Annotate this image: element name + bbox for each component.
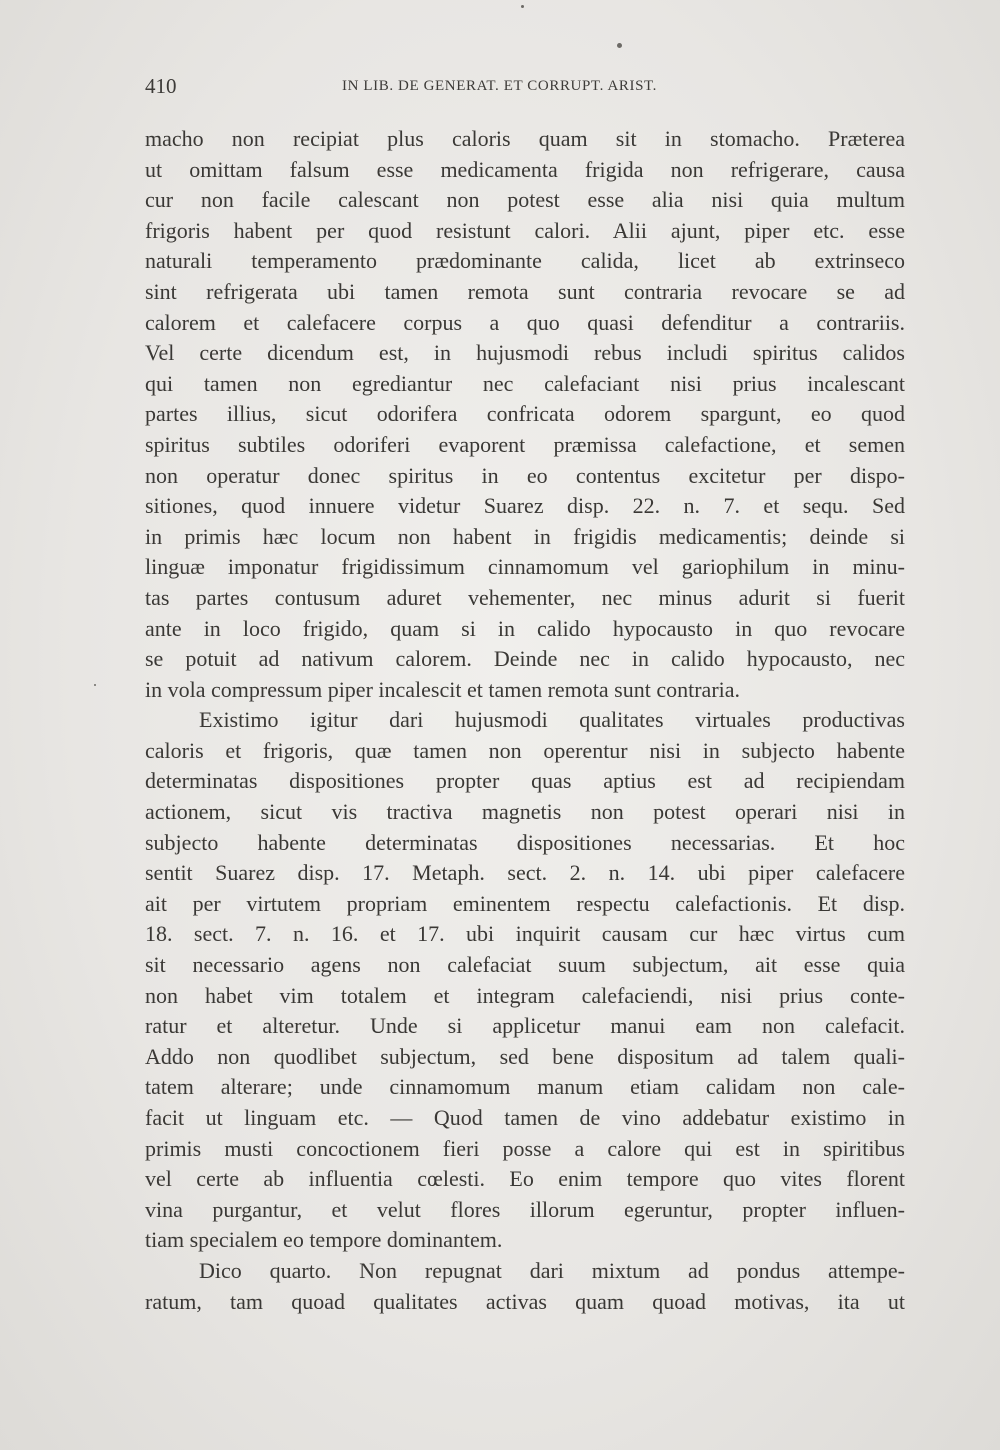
print-speck	[94, 684, 96, 686]
text-line: linguæ imponatur frigidissimum cinnamomum vel gariophilum in minu-	[145, 554, 905, 580]
text-line: actionem, sicut vis tractiva magnetis non potest operari nisi in	[145, 799, 905, 825]
text-line: primis musti concoctionem fieri posse a calore qui est in spiritibus	[145, 1135, 905, 1161]
text-line: cur non facile calescant non potest esse alia nisi quia multum	[145, 187, 905, 213]
text-line: frigoris habent per quod resistunt calori. Alii ajunt, piper etc. esse	[145, 217, 905, 243]
text-line: sit necessario agens non calefaciat suum subjectum, ait esse quia	[145, 952, 905, 978]
text-line: in vola compressum piper incalescit et tamen remota sunt contraria.	[145, 676, 741, 702]
print-speck	[521, 5, 524, 8]
running-title: IN LIB. DE GENERAT. ET CORRUPT. ARIST.	[342, 78, 658, 94]
text-line: non operatur donec spiritus in eo contentus excitetur per dispo-	[145, 462, 905, 488]
text-line: ut omittam falsum esse medicamenta frigida non refrigerare, causa	[145, 156, 905, 182]
text-line: ante in loco frigido, quam si in calido hypocausto in quo revocare	[145, 615, 905, 641]
page-number: 410	[145, 74, 177, 98]
text-line: ratur et alteretur. Unde si applicetur manui eam non calefacit.	[145, 1013, 905, 1039]
text-line: tatem alterare; unde cinnamomum manum etiam calidam non cale-	[145, 1074, 905, 1100]
text-line: spiritus subtiles odoriferi evaporent præmissa calefactione, et semen	[145, 431, 905, 457]
running-header	[145, 74, 905, 104]
text-line: determinatas dispositiones propter quas aptius est ad recipiendam	[145, 768, 905, 794]
text-line: ratum, tam quoad qualitates activas quam quoad motivas, ita ut	[145, 1288, 905, 1314]
text-line: caloris et frigoris, quæ tamen non operentur nisi in subjecto habente	[145, 737, 905, 763]
text-line: sint refrigerata ubi tamen remota sunt contraria revocare se ad	[145, 278, 905, 304]
text-line: partes illius, sicut odorifera confricata odorem spargunt, eo quod	[145, 401, 905, 427]
text-line: calorem et calefacere corpus a quo quasi defenditur a contrariis.	[145, 309, 905, 335]
text-line: sitiones, quod innuere videtur Suarez disp. 22. n. 7. et sequ. Sed	[145, 493, 905, 519]
text-line: non habet vim totalem et integram calefaciendi, nisi prius conte-	[145, 982, 905, 1008]
text-line: macho non recipiat plus caloris quam sit in stomacho. Præterea	[145, 126, 905, 151]
text-line: qui tamen non egrediantur nec calefaciant nisi prius incalescant	[145, 370, 905, 396]
text-line: subjecto habente determinatas dispositiones necessarias. Et hoc	[145, 829, 905, 855]
text-line: sentit Suarez disp. 17. Metaph. sect. 2. n. 14. ubi piper calefacere	[145, 860, 905, 886]
text-line: Vel certe dicendum est, in hujusmodi rebus includi spiritus calidos	[145, 340, 905, 366]
text-line: se potuit ad nativum calorem. Deinde nec in calido hypocausto, nec	[145, 646, 905, 672]
print-speck	[617, 43, 622, 48]
text-line: vina purgantur, et velut flores illorum egeruntur, propter influen-	[145, 1196, 905, 1222]
body-text	[145, 124, 905, 1317]
text-line: naturali temperamento prædominante calida, licet ab extrinseco	[145, 248, 905, 274]
text-line: ait per virtutem propriam eminentem respectu calefactionis. Et disp.	[145, 890, 905, 916]
text-line: tiam specialem eo tempore dominantem.	[145, 1227, 503, 1253]
text-line: facit ut linguam etc. — Quod tamen de vino addebatur existimo in	[145, 1105, 905, 1130]
text-line: 18. sect. 7. n. 16. et 17. ubi inquirit causam cur hæc virtus cum	[145, 921, 905, 947]
paragraph-first-line: Existimo igitur dari hujusmodi qualitates virtuales productivas	[199, 707, 905, 733]
text-line: Addo non quodlibet subjectum, sed bene dispositum ad talem quali-	[145, 1043, 905, 1069]
text-line: in primis hæc locum non habent in frigidis medicamentis; deinde si	[145, 523, 905, 549]
paragraph-first-line: Dico quarto. Non repugnat dari mixtum ad pondus attempe-	[199, 1257, 905, 1283]
text-line: vel certe ab influentia cœlesti. Eo enim tempore quo vites florent	[145, 1166, 905, 1192]
text-line: tas partes contusum aduret vehementer, nec minus adurit si fuerit	[145, 584, 905, 610]
